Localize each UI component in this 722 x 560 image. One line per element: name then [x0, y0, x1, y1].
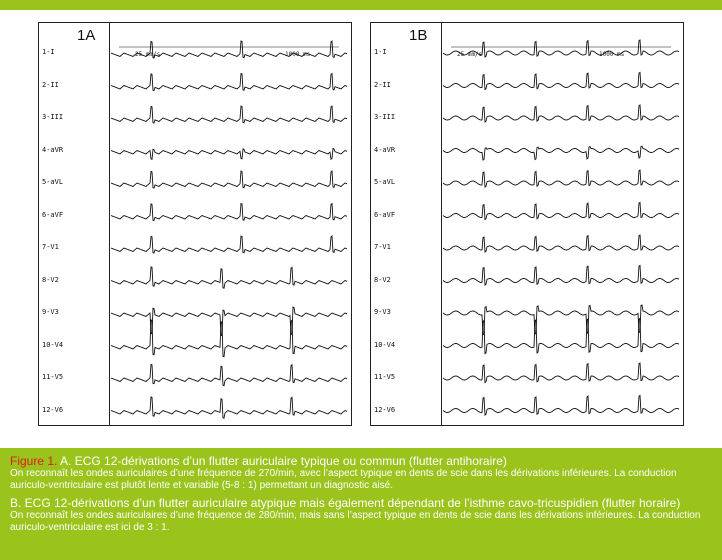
lead-label: 7-V1 — [42, 243, 59, 251]
lead-label: 11-V5 — [42, 373, 64, 381]
figure-caption — [0, 448, 722, 560]
ecg-trace — [111, 41, 347, 58]
ecg-panel-b — [370, 22, 684, 426]
ecg-trace — [443, 72, 679, 89]
lead-label: 4-aVR — [42, 145, 64, 154]
lead-label: 11-V5 — [374, 373, 396, 381]
lead-label: 6-aVF — [42, 210, 64, 219]
top-band — [0, 0, 722, 10]
scale-time: 1000 ms — [599, 51, 625, 58]
lead-label: 3-III — [374, 113, 396, 121]
lead-label: 10-V4 — [42, 340, 64, 349]
ecg-trace — [443, 363, 679, 383]
lead-label: 1-I — [374, 48, 387, 56]
caption-b-body: On reconnaît les ondes auriculaires d’une fréquence de 280/min, mais sans l’aspect typique en dents de scie dans les dérivations inférieures. La conduction auriculo-ventriculaire est ici de 3 : 1. — [10, 510, 701, 533]
panel-tag: 1A — [77, 27, 96, 44]
ecg-trace — [111, 149, 347, 160]
ecg-traces — [39, 23, 351, 425]
ecg-trace — [111, 397, 347, 418]
ecg-trace — [111, 307, 347, 336]
caption-b-title: B. ECG 12-dérivations d’un flutter auriculaire atypique mais également dépendant de l’isthme cavo-tricuspidien (flutter horaire) — [10, 496, 681, 510]
lead-label: 5-aVL — [374, 178, 396, 186]
scale-speed: 25 mm/s — [135, 51, 161, 58]
ecg-figure — [0, 10, 722, 448]
lead-label: 4-aVR — [374, 145, 396, 154]
ecg-trace — [443, 202, 679, 219]
scale-speed: 25 mm/s — [457, 51, 483, 58]
ecg-trace — [443, 305, 679, 335]
caption-a-body: On reconnaît les ondes auriculaires d’une fréquence de 270/min, avec l’aspect typique en dents de scie dans les dérivations inférieures. La conduction auriculo-ventriculaire est plutôt lente et variable (5-8 : 1) permettant un diagnostic aisé. — [10, 468, 677, 491]
ecg-trace — [443, 235, 679, 252]
ecg-trace — [443, 146, 679, 160]
ecg-trace — [443, 265, 679, 285]
ecg-trace — [111, 320, 347, 357]
lead-label: 7-V1 — [374, 243, 391, 251]
ecg-trace — [443, 170, 679, 187]
lead-label: 2-II — [42, 80, 59, 89]
ecg-trace — [111, 236, 347, 253]
ecg-trace — [443, 105, 679, 122]
ecg-panel-a — [38, 22, 352, 426]
lead-label: 5-aVL — [42, 178, 64, 186]
ecg-traces — [371, 23, 683, 425]
caption-a-title-text: A. ECG 12-dérivations d’un flutter auriculaire typique ou commun (flutter antihoraire) — [57, 454, 507, 468]
ecg-trace — [111, 106, 347, 123]
ecg-trace — [111, 204, 347, 221]
lead-label: 3-III — [42, 113, 64, 121]
lead-label: 2-II — [374, 80, 391, 89]
lead-label: 8-V2 — [374, 275, 391, 284]
ecg-trace — [111, 74, 347, 91]
lead-label: 12-V6 — [374, 405, 396, 414]
ecg-trace — [111, 364, 347, 385]
lead-label: 9-V3 — [374, 308, 391, 316]
ecg-trace — [443, 40, 679, 57]
ecg-trace — [443, 318, 679, 353]
lead-label: 10-V4 — [374, 340, 396, 349]
panel-tag: 1B — [409, 27, 428, 44]
lead-label: 8-V2 — [42, 275, 59, 284]
lead-label: 12-V6 — [42, 405, 64, 414]
ecg-trace — [443, 395, 679, 415]
lead-label: 6-aVF — [374, 210, 396, 219]
caption-a-title — [10, 454, 712, 468]
lead-label: 9-V3 — [42, 308, 59, 316]
scale-time: 1000 ms — [285, 51, 311, 58]
ecg-trace — [111, 267, 347, 288]
figure-label: Figure 1. — [10, 454, 58, 468]
lead-label: 1-I — [42, 48, 55, 56]
ecg-trace — [111, 171, 347, 188]
